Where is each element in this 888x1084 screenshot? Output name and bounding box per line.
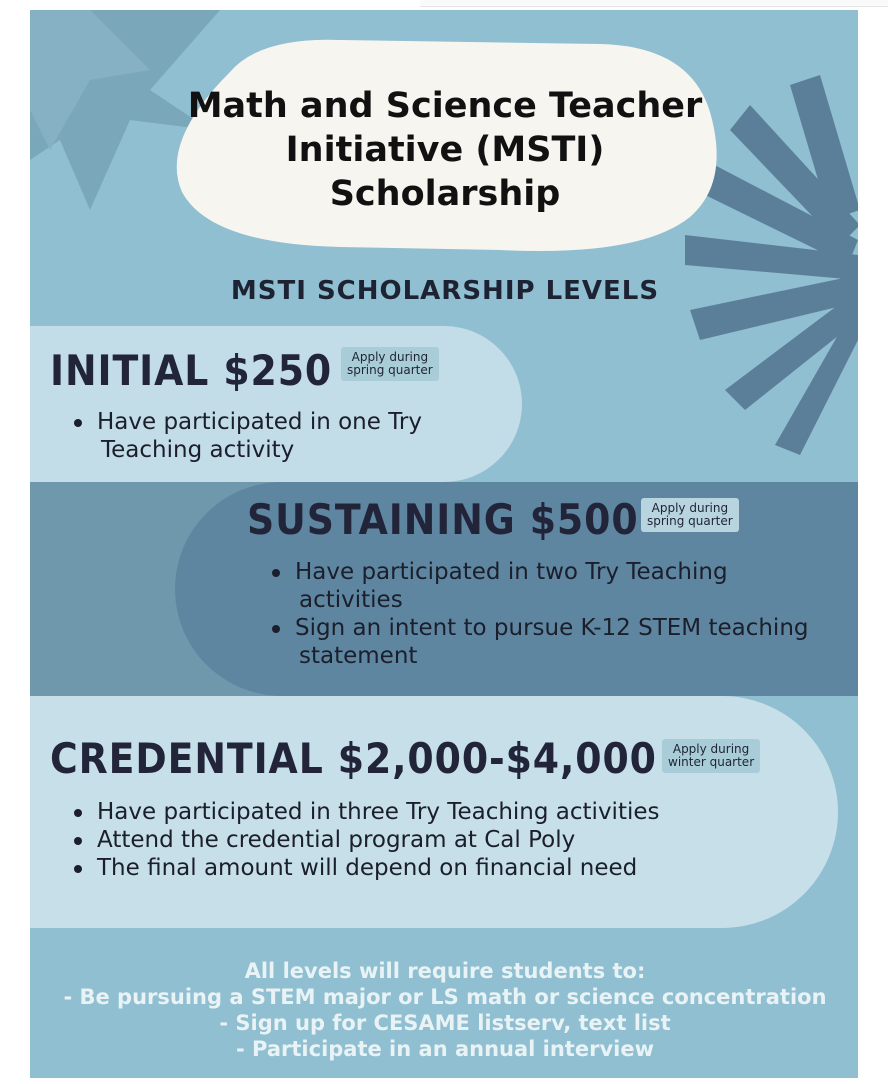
list-item	[72, 854, 792, 882]
list-item	[72, 826, 792, 854]
title-line-3: Scholarship	[329, 174, 561, 214]
list-item-line-1: The final amount will depend on financial need	[97, 855, 638, 881]
initial-apply-badge	[341, 347, 439, 381]
sustaining-requirements-list	[270, 558, 850, 670]
credential-apply-badge	[662, 739, 760, 773]
list-item-line-2: statement	[299, 643, 418, 669]
list-item	[72, 798, 792, 826]
window-top-edge	[420, 0, 888, 7]
list-item-line-1: Have participated in two Try Teaching	[295, 559, 728, 585]
requirements-text	[30, 958, 858, 1062]
badge-line-1: Apply during	[351, 350, 429, 364]
sustaining-apply-badge	[641, 498, 739, 532]
sustaining-level-title: SUSTAINING $500	[247, 495, 639, 544]
list-item-line-1: Attend the credential program at Cal Poly	[97, 827, 576, 853]
title-line-2: Initiative (MSTI)	[285, 130, 605, 170]
title-line-1: Math and Science Teacher	[187, 86, 703, 126]
list-item-line-1: Sign an intent to pursue K-12 STEM teaching	[295, 615, 809, 641]
badge-line-2: spring quarter	[347, 363, 433, 377]
requirement-item: - Participate in an annual interview	[236, 1037, 654, 1061]
initial-requirements-list	[72, 408, 512, 464]
page-title	[180, 84, 710, 216]
requirement-item: - Sign up for CESAME listserv, text list	[219, 1011, 671, 1035]
requirement-item: - Be pursuing a STEM major or LS math or science concentration	[63, 985, 827, 1009]
credential-level-title: CREDENTIAL $2,000-$4,000	[50, 734, 657, 783]
credential-requirements-list	[72, 798, 792, 882]
badge-line-2: winter quarter	[668, 755, 755, 769]
list-item	[270, 614, 850, 670]
scholarship-flyer	[30, 10, 858, 1078]
badge-line-1: Apply during	[651, 501, 729, 515]
initial-level-title: INITIAL $250	[50, 346, 333, 395]
list-item-line-1: Have participated in one Try	[97, 409, 422, 435]
list-item-line-2: Teaching activity	[101, 437, 295, 463]
list-item	[270, 558, 850, 614]
list-item-line-1: Have participated in three Try Teaching activities	[97, 799, 660, 825]
badge-line-2: spring quarter	[647, 514, 733, 528]
requirements-heading: All levels will require students to:	[244, 959, 646, 983]
levels-heading: MSTI SCHOLARSHIP LEVELS	[230, 276, 660, 306]
list-item-line-2: activities	[299, 587, 403, 613]
list-item	[72, 408, 512, 464]
badge-line-1: Apply during	[672, 742, 750, 756]
